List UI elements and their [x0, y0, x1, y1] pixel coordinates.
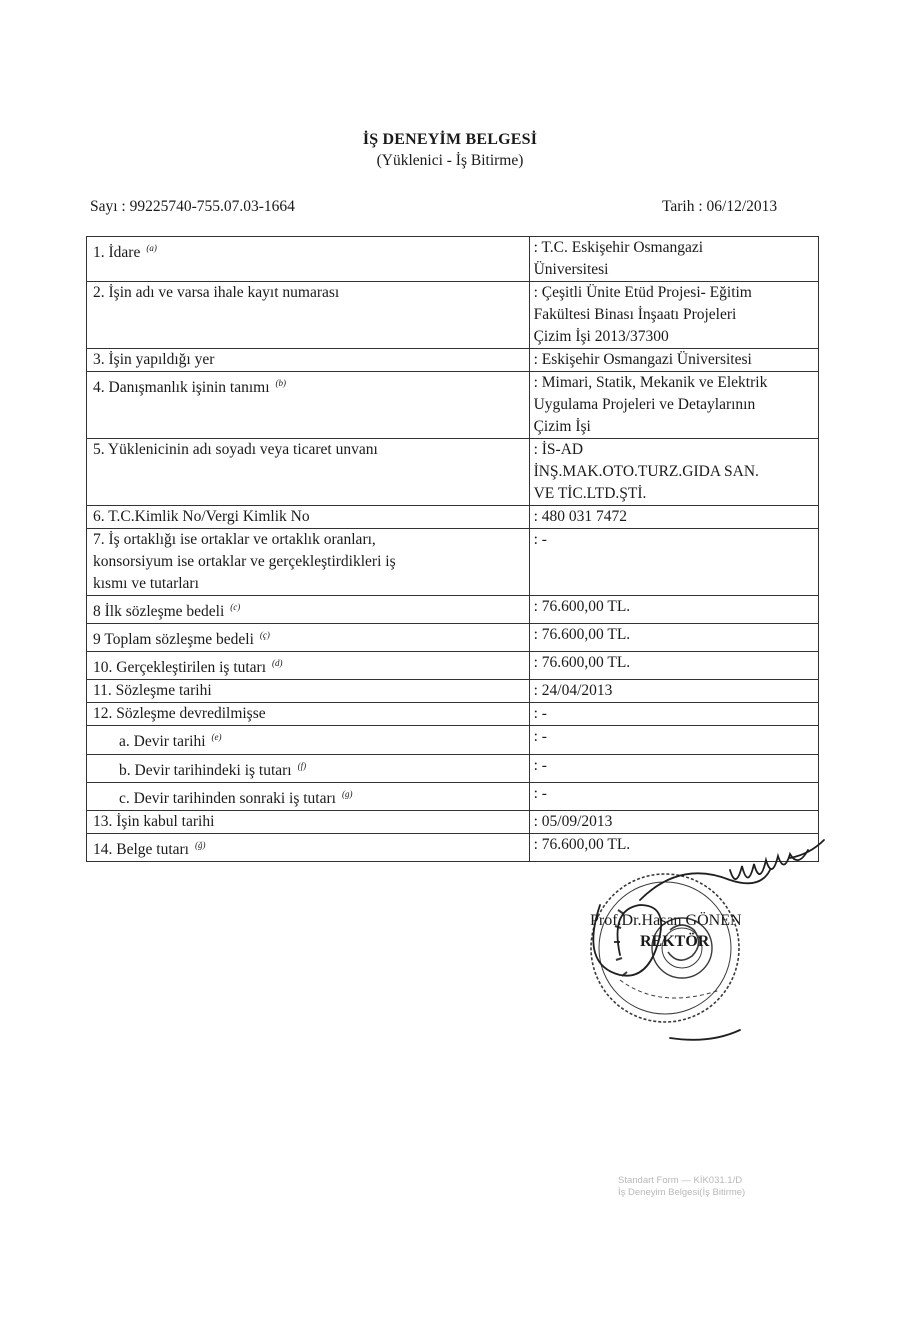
- row-value-line: : 76.600,00 TL.: [533, 598, 631, 615]
- row-label-text: b. Devir tarihindeki iş tutarı: [119, 761, 292, 779]
- footnote-marker: (b): [275, 378, 287, 388]
- row-value-line: İNŞ.MAK.OTO.TURZ.GIDA SAN.: [533, 463, 759, 480]
- row-label-text: 5. Yüklenicinin adı soyadı veya ticaret unvanı: [93, 441, 378, 458]
- document-title: İŞ DENEYİM BELGESİ: [362, 131, 538, 148]
- row-label: [87, 506, 530, 529]
- row-label-text: 8 İlk sözleşme bedeli: [93, 603, 225, 621]
- footnote-marker: (a): [146, 243, 157, 253]
- row-label-text: 14. Belge tutarı: [93, 841, 189, 859]
- row-label-text: 6. T.C.Kimlik No/Vergi Kimlik No: [93, 508, 310, 525]
- row-value-line: : -: [533, 705, 547, 723]
- row-value: [529, 652, 818, 680]
- table-row: [87, 624, 819, 652]
- row-value-line: : -: [533, 756, 547, 774]
- row-label: [87, 372, 530, 439]
- row-value: [529, 372, 818, 439]
- row-label-text: 9 Toplam sözleşme bedeli: [93, 631, 254, 649]
- row-label-text: 3. İşin yapıldığı yer: [93, 351, 215, 368]
- row-value-line: : T.C. Eskişehir Osmangazi: [533, 239, 704, 256]
- row-label-text: 2. İşin adı ve varsa ihale kayıt numarası: [93, 284, 340, 301]
- row-value: [529, 439, 818, 506]
- table-row: [87, 782, 819, 810]
- table-row: [87, 506, 819, 529]
- table-row: [87, 439, 819, 506]
- row-label-text: 1. İdare: [93, 244, 141, 262]
- row-value: [529, 624, 818, 652]
- row-value: [529, 754, 818, 782]
- row-value-line: : -: [533, 784, 547, 802]
- footnote-marker: (e): [211, 732, 222, 743]
- table-row: [87, 652, 819, 680]
- row-value: [529, 237, 818, 282]
- row-value-line: Üniversitesi: [533, 261, 609, 278]
- row-value: [529, 596, 818, 624]
- row-label: [87, 726, 530, 754]
- table-row: [87, 703, 819, 726]
- row-value-line: : 76.600,00 TL.: [533, 654, 631, 672]
- signer-name: Prof.Dr.Hasan GÖNEN: [590, 912, 742, 929]
- table-row: [87, 754, 819, 782]
- row-value-line: : 480 031 7472: [533, 508, 628, 525]
- footnote-marker: (f): [297, 760, 307, 771]
- row-label-text: 13. İşin kabul tarihi: [93, 812, 215, 830]
- row-label: [87, 703, 530, 726]
- table-row: [87, 529, 819, 596]
- table-row: [87, 372, 819, 439]
- footnote-marker: (ğ): [195, 839, 206, 850]
- footnote-marker: (ç): [259, 630, 270, 641]
- row-label: [87, 754, 530, 782]
- table-row: [87, 680, 819, 703]
- row-value-line: : 05/09/2013: [533, 812, 613, 830]
- footnote-marker: (d): [272, 658, 283, 669]
- table-body: [87, 237, 819, 862]
- row-value-line: : -: [533, 728, 547, 746]
- row-value: [529, 282, 818, 349]
- row-label: [87, 782, 530, 810]
- row-value-line: : Çeşitli Ünite Etüd Projesi- Eğitim: [533, 284, 752, 301]
- row-value: [529, 349, 818, 372]
- row-label: [87, 833, 530, 861]
- table-row: [87, 282, 819, 349]
- row-value: [529, 680, 818, 703]
- form-footer: [618, 1175, 745, 1199]
- row-value-line: : 24/04/2013: [533, 682, 613, 700]
- row-label-continuation: kısmı ve tutarları: [93, 575, 199, 592]
- row-value: [529, 506, 818, 529]
- row-value-line: : Eskişehir Osmangazi Üniversitesi: [533, 351, 752, 368]
- experience-table: [86, 236, 819, 862]
- row-value-line: : 76.600,00 TL.: [533, 835, 631, 853]
- reference-number: Sayı : 99225740-755.07.03-1664: [90, 198, 295, 215]
- table-row: [87, 237, 819, 282]
- footer-form-name: İş Deneyim Belgesi(İş Bitirme): [618, 1187, 746, 1198]
- document-subtitle: (Yüklenici - İş Bitirme): [376, 152, 524, 169]
- row-label-text: a. Devir tarihi: [119, 733, 206, 751]
- table-row: [87, 726, 819, 754]
- row-value-line: : 76.600,00 TL.: [533, 626, 631, 644]
- row-label-text: 4. Danışmanlık işinin tanımı: [93, 379, 270, 397]
- row-value-line: Fakültesi Binası İnşaatı Projeleri: [533, 306, 737, 323]
- table-row: [87, 349, 819, 372]
- row-value-line: Çizim İşi: [533, 418, 591, 435]
- row-label-text: 11. Sözleşme tarihi: [93, 682, 212, 700]
- row-value-line: : -: [533, 531, 547, 548]
- row-label-text: 12. Sözleşme devredilmişse: [93, 705, 266, 723]
- row-label-continuation: konsorsiyum ise ortaklar ve gerçekleştirdikleri iş: [93, 553, 396, 570]
- row-label-text: 10. Gerçekleştirilen iş tutarı: [93, 659, 267, 677]
- row-value-line: : İS-AD: [533, 441, 584, 458]
- row-label: [87, 652, 530, 680]
- table-row: [87, 596, 819, 624]
- row-label: [87, 596, 530, 624]
- footer-form-code: Standart Form — KİK031.1/D: [618, 1175, 743, 1186]
- footnote-marker: (c): [230, 602, 241, 612]
- footnote-marker: (g): [341, 788, 353, 799]
- row-label: [87, 529, 530, 596]
- row-label-text: 7. İş ortaklığı ise ortaklar ve ortaklık oranları,: [93, 531, 376, 548]
- row-value: [529, 703, 818, 726]
- row-label: [87, 349, 530, 372]
- row-value: [529, 529, 818, 596]
- row-value: [529, 726, 818, 754]
- row-label: [87, 624, 530, 652]
- row-label: [87, 282, 530, 349]
- row-value: [529, 782, 818, 810]
- row-label: [87, 439, 530, 506]
- row-value-line: Uygulama Projeleri ve Detaylarının: [533, 396, 756, 413]
- row-label: [87, 680, 530, 703]
- document-date: Tarih : 06/12/2013: [662, 198, 778, 215]
- row-label-text: c. Devir tarihinden sonraki iş tutarı: [119, 789, 336, 807]
- row-value-line: VE TİC.LTD.ŞTİ.: [533, 485, 647, 502]
- signer-title: REKTÖR: [640, 933, 710, 950]
- row-label: [87, 237, 530, 282]
- row-label: [87, 810, 530, 833]
- row-value-line: Çizim İşi 2013/37300: [533, 328, 669, 345]
- row-value-line: : Mimari, Statik, Mekanik ve Elektrik: [533, 374, 768, 391]
